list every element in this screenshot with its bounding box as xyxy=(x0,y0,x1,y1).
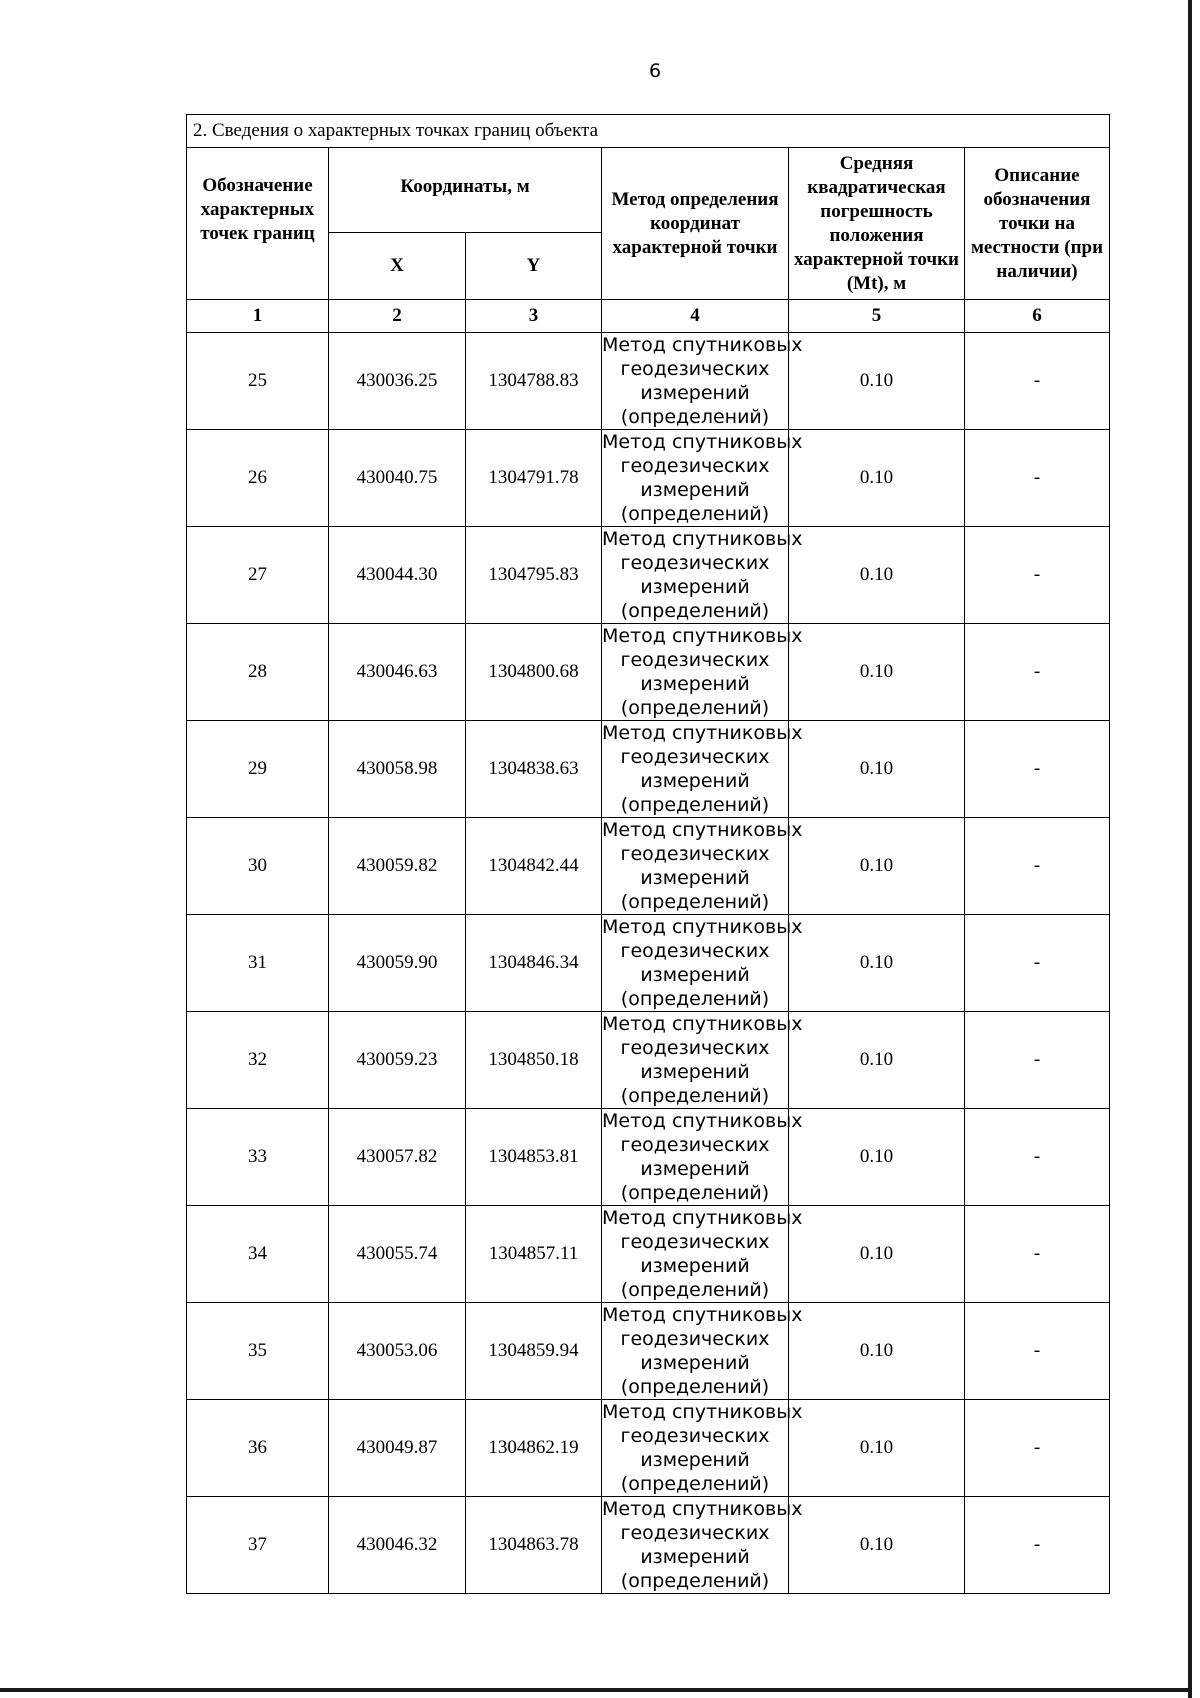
method-line: Метод спутниковых xyxy=(602,625,803,647)
y-coordinate-cell: 1304857.11 xyxy=(466,1206,602,1303)
method-line: (определений) xyxy=(620,1182,770,1204)
method-line: измерений xyxy=(640,770,750,792)
point-id-cell: 34 xyxy=(187,1206,329,1303)
method-cell xyxy=(602,333,803,430)
method-line: измерений xyxy=(640,479,750,501)
x-coordinate-cell: 430044.30 xyxy=(329,527,466,624)
method-line: измерений xyxy=(640,1158,750,1180)
point-id-cell: 30 xyxy=(187,818,329,915)
method-cell xyxy=(602,527,803,624)
y-coordinate-cell: 1304846.34 xyxy=(466,915,602,1012)
description-cell: - xyxy=(965,1109,1110,1206)
description-cell: - xyxy=(965,721,1110,818)
method-line: геодезических xyxy=(620,358,770,380)
method-line: измерений xyxy=(640,1061,750,1083)
description-cell: - xyxy=(965,1206,1110,1303)
method-line: (определений) xyxy=(620,697,770,719)
x-coordinate-cell: 430040.75 xyxy=(329,430,466,527)
point-id-cell: 27 xyxy=(187,527,329,624)
description-cell: - xyxy=(965,1497,1110,1594)
error-cell: 0.10 xyxy=(789,915,965,1012)
column-number-row xyxy=(187,300,1110,333)
method-line: измерений xyxy=(640,382,750,404)
method-line: Метод спутниковых xyxy=(602,1498,803,1520)
method-line: (определений) xyxy=(620,794,770,816)
scan-edge-bottom xyxy=(0,1688,1192,1692)
point-id-cell: 28 xyxy=(187,624,329,721)
method-line: геодезических xyxy=(620,940,770,962)
method-line: Метод спутниковых xyxy=(602,1304,803,1326)
y-coordinate-cell: 1304842.44 xyxy=(466,818,602,915)
method-line: (определений) xyxy=(620,1085,770,1107)
method-cell xyxy=(602,1303,803,1400)
description-cell: - xyxy=(965,527,1110,624)
y-coordinate-cell: 1304838.63 xyxy=(466,721,602,818)
method-line: измерений xyxy=(640,964,750,986)
header-error: Средняя квадратическая погрешность положения характерной точки (Mt), м xyxy=(789,148,965,300)
column-number: 3 xyxy=(466,300,602,333)
header-point: Обозначение характерных точек границ xyxy=(187,148,329,300)
table-row xyxy=(187,527,1110,624)
method-line: Метод спутниковых xyxy=(602,528,803,550)
table-row xyxy=(187,1012,1110,1109)
header-x: X xyxy=(329,233,466,300)
page-number: 6 xyxy=(648,60,662,82)
method-line: геодезических xyxy=(620,746,770,768)
x-coordinate-cell: 430049.87 xyxy=(329,1400,466,1497)
y-coordinate-cell: 1304859.94 xyxy=(466,1303,602,1400)
column-number: 1 xyxy=(187,300,329,333)
x-coordinate-cell: 430046.32 xyxy=(329,1497,466,1594)
table-row xyxy=(187,1109,1110,1206)
x-coordinate-cell: 430058.98 xyxy=(329,721,466,818)
column-number: 4 xyxy=(602,300,789,333)
description-cell: - xyxy=(965,1012,1110,1109)
table-row xyxy=(187,1206,1110,1303)
error-cell: 0.10 xyxy=(789,1206,965,1303)
column-number: 5 xyxy=(789,300,965,333)
table-row xyxy=(187,818,1110,915)
x-coordinate-cell: 430059.90 xyxy=(329,915,466,1012)
column-number: 2 xyxy=(329,300,466,333)
error-cell: 0.10 xyxy=(789,333,965,430)
method-line: измерений xyxy=(640,673,750,695)
method-cell xyxy=(602,1012,803,1109)
method-line: геодезических xyxy=(620,1134,770,1156)
description-cell: - xyxy=(965,1303,1110,1400)
y-coordinate-cell: 1304853.81 xyxy=(466,1109,602,1206)
header-row xyxy=(187,148,1110,233)
header-y: Y xyxy=(466,233,602,300)
method-line: (определений) xyxy=(620,1279,770,1301)
method-line: Метод спутниковых xyxy=(602,916,803,938)
method-line: Метод спутниковых xyxy=(602,722,803,744)
y-coordinate-cell: 1304863.78 xyxy=(466,1497,602,1594)
point-id-cell: 31 xyxy=(187,915,329,1012)
section-title-row xyxy=(187,115,1110,148)
point-id-cell: 29 xyxy=(187,721,329,818)
table-row xyxy=(187,1303,1110,1400)
description-cell: - xyxy=(965,333,1110,430)
section-title: 2. Сведения о характерных точках границ объекта xyxy=(187,115,1110,148)
table-row xyxy=(187,333,1110,430)
method-cell xyxy=(602,915,803,1012)
method-line: геодезических xyxy=(620,1425,770,1447)
method-line: (определений) xyxy=(620,503,770,525)
method-line: геодезических xyxy=(620,1328,770,1350)
method-line: геодезических xyxy=(620,1522,770,1544)
method-line: Метод спутниковых xyxy=(602,334,803,356)
table-row xyxy=(187,624,1110,721)
method-line: Метод спутниковых xyxy=(602,1401,803,1423)
table-row xyxy=(187,1400,1110,1497)
method-line: геодезических xyxy=(620,649,770,671)
method-cell xyxy=(602,624,803,721)
description-cell: - xyxy=(965,1400,1110,1497)
error-cell: 0.10 xyxy=(789,527,965,624)
y-coordinate-cell: 1304788.83 xyxy=(466,333,602,430)
table-row xyxy=(187,915,1110,1012)
x-coordinate-cell: 430059.82 xyxy=(329,818,466,915)
method-cell xyxy=(602,721,803,818)
method-cell xyxy=(602,430,803,527)
y-coordinate-cell: 1304862.19 xyxy=(466,1400,602,1497)
error-cell: 0.10 xyxy=(789,818,965,915)
method-line: (определений) xyxy=(620,1473,770,1495)
method-cell xyxy=(602,1497,803,1594)
header-description: Описание обозначения точки на местности (при наличии) xyxy=(965,148,1110,300)
error-cell: 0.10 xyxy=(789,1109,965,1206)
method-line: измерений xyxy=(640,1449,750,1471)
y-coordinate-cell: 1304795.83 xyxy=(466,527,602,624)
point-id-cell: 32 xyxy=(187,1012,329,1109)
method-line: (определений) xyxy=(620,406,770,428)
y-coordinate-cell: 1304850.18 xyxy=(466,1012,602,1109)
method-line: (определений) xyxy=(620,988,770,1010)
point-id-cell: 37 xyxy=(187,1497,329,1594)
point-id-cell: 36 xyxy=(187,1400,329,1497)
table-row xyxy=(187,430,1110,527)
method-line: Метод спутниковых xyxy=(602,819,803,841)
method-line: (определений) xyxy=(620,891,770,913)
x-coordinate-cell: 430059.23 xyxy=(329,1012,466,1109)
error-cell: 0.10 xyxy=(789,624,965,721)
table-row xyxy=(187,721,1110,818)
method-line: геодезических xyxy=(620,843,770,865)
description-cell: - xyxy=(965,430,1110,527)
method-line: Метод спутниковых xyxy=(602,1110,803,1132)
method-line: геодезических xyxy=(620,552,770,574)
method-line: измерений xyxy=(640,576,750,598)
method-line: измерений xyxy=(640,867,750,889)
method-line: геодезических xyxy=(620,455,770,477)
x-coordinate-cell: 430057.82 xyxy=(329,1109,466,1206)
header-method: Метод определения координат характерной точки xyxy=(602,148,789,300)
method-line: геодезических xyxy=(620,1037,770,1059)
x-coordinate-cell: 430053.06 xyxy=(329,1303,466,1400)
method-line: измерений xyxy=(640,1546,750,1568)
error-cell: 0.10 xyxy=(789,1497,965,1594)
method-cell xyxy=(602,1400,803,1497)
method-cell xyxy=(602,818,803,915)
method-line: (определений) xyxy=(620,600,770,622)
boundary-points-table xyxy=(186,114,1110,1594)
method-line: (определений) xyxy=(620,1570,770,1592)
point-id-cell: 35 xyxy=(187,1303,329,1400)
error-cell: 0.10 xyxy=(789,430,965,527)
table-row xyxy=(187,1497,1110,1594)
x-coordinate-cell: 430036.25 xyxy=(329,333,466,430)
method-line: измерений xyxy=(640,1352,750,1374)
x-coordinate-cell: 430046.63 xyxy=(329,624,466,721)
y-coordinate-cell: 1304791.78 xyxy=(466,430,602,527)
error-cell: 0.10 xyxy=(789,721,965,818)
y-coordinate-cell: 1304800.68 xyxy=(466,624,602,721)
column-number: 6 xyxy=(965,300,1110,333)
method-line: измерений xyxy=(640,1255,750,1277)
x-coordinate-cell: 430055.74 xyxy=(329,1206,466,1303)
method-cell xyxy=(602,1206,803,1303)
point-id-cell: 33 xyxy=(187,1109,329,1206)
description-cell: - xyxy=(965,915,1110,1012)
description-cell: - xyxy=(965,818,1110,915)
scan-edge-right xyxy=(1188,0,1192,1698)
description-cell: - xyxy=(965,624,1110,721)
point-id-cell: 25 xyxy=(187,333,329,430)
table-body xyxy=(187,115,1110,1594)
header-coordinates: Координаты, м xyxy=(329,148,602,233)
point-id-cell: 26 xyxy=(187,430,329,527)
error-cell: 0.10 xyxy=(789,1400,965,1497)
method-line: Метод спутниковых xyxy=(602,1207,803,1229)
method-line: (определений) xyxy=(620,1376,770,1398)
error-cell: 0.10 xyxy=(789,1012,965,1109)
method-line: геодезических xyxy=(620,1231,770,1253)
method-cell xyxy=(602,1109,803,1206)
method-line: Метод спутниковых xyxy=(602,1013,803,1035)
method-line: Метод спутниковых xyxy=(602,431,803,453)
error-cell: 0.10 xyxy=(789,1303,965,1400)
